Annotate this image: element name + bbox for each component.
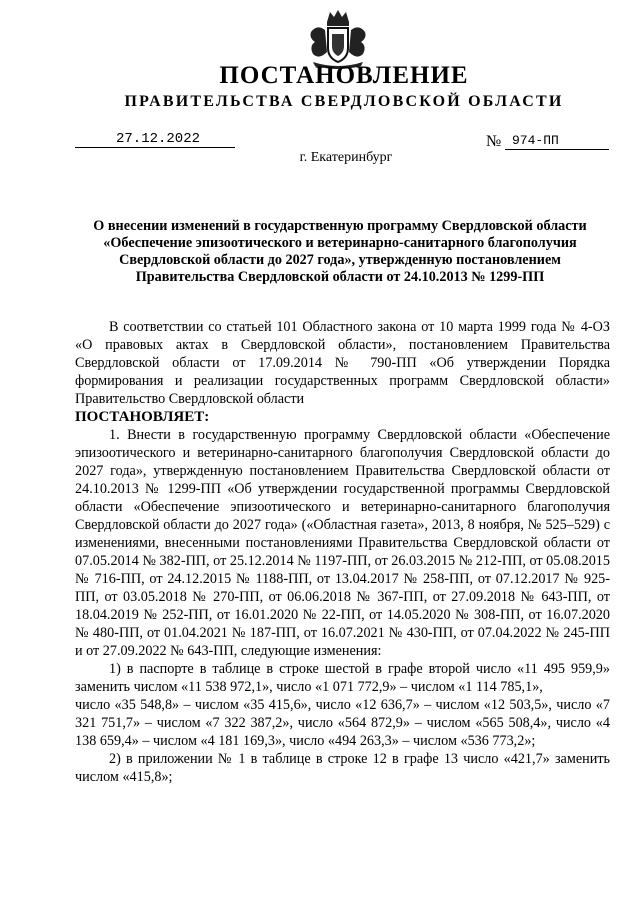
document-heading bbox=[70, 218, 610, 286]
number-label: № bbox=[486, 133, 502, 150]
resolves-heading: ПОСТАНОВЛЯЕТ: bbox=[75, 409, 210, 425]
subitem-2-paragraph: 2) в приложении № 1 в таблице в строке 12 в графе 13 число «421,7» заменить числом «415,8»; bbox=[75, 751, 610, 785]
document-city: г. Екатеринбург bbox=[299, 150, 393, 165]
sverdlovsk-coat-of-arms-icon bbox=[303, 8, 373, 70]
subitem-1-continuation: число «35 548,8» – числом «35 415,6», число «12 636,7» – числом «12 503,5», число «7 321 751,7» – числом «7 322 387,2», число «564 872,9» – числом «565 508,4», число «4 138 659,4» – числом «4 181 169,3», число «494 263,3» – числом «536 773,2»; bbox=[75, 697, 610, 749]
heading-line: О внесении изменений в государственную программу Свердловской области bbox=[93, 218, 587, 234]
document-body bbox=[75, 318, 610, 786]
subitem-1-paragraph: 1) в паспорте в таблице в строке шестой в графе второй число «11 495 959,9» заменить числом «11 538 972,1», число «1 071 772,9» – числом «1 114 785,1», bbox=[75, 661, 610, 695]
document-date: 27.12.2022 bbox=[116, 131, 201, 147]
document-number: 974-ПП bbox=[512, 133, 559, 148]
issuing-authority: ПРАВИТЕЛЬСТВА СВЕРДЛОВСКОЙ ОБЛАСТИ bbox=[124, 93, 564, 110]
heading-line: «Обеспечение эпизоотического и ветеринарно-санитарного благополучия bbox=[103, 235, 577, 251]
heading-line: Правительства Свердловской области от 24.10.2013 № 1299-ПП bbox=[135, 269, 545, 285]
intro-paragraph: В соответствии со статьей 101 Областного закона от 10 марта 1999 года № 4-ОЗ «О правовых актах в Свердловской области», постановлением Правительства Свердловской области от 17.09.2014 № 790-ПП «Об утверждении Порядка формирования и реализации государственных программ Свердловской области» Правительство Свердловской области bbox=[75, 319, 610, 407]
heading-line: Свердловской области до 2027 года», утвержденную постановлением bbox=[119, 252, 561, 268]
item-1-paragraph: 1. Внести в государственную программу Свердловской области «Обеспечение эпизоотического и ветеринарно-санитарного благополучия Свердловской области до 2027 года», утвержденную постановлением Правительства Свердловской области от 24.10.2013 № 1299-ПП «Об утверждении государственной программы Свердловской области «Обеспечение эпизоотического и ветеринарно-санитарного благополучия Свердловской области до 2027 года» («Областная газета», 2013, 8 ноября, № 525–529) с изменениями, внесенными постановлениями Правительства Свердловской области от 07.05.2014 № 382-ПП, от 25.12.2014 № 1197-ПП, от 26.03.2015 № 212-ПП, от 05.08.2015 № 716-ПП, от 24.12.2015 № 1188-ПП, от 13.04.2017 № 258-ПП, от 07.12.2017 № 925-ПП, от 03.05.2018 № 270-ПП, от 06.06.2018 № 367-ПП, от 27.09.2018 № 643-ПП, от 18.04.2019 № 252-ПП, от 16.01.2020 № 22-ПП, от 14.05.2020 № 308-ПП, от 16.07.2020 № 480-ПП, от 01.04.2021 № 187-ПП, от 16.07.2021 № 430-ПП, от 07.04.2022 № 245-ПП и от 27.09.2022 № 643-ПП, следующие изменения: bbox=[75, 427, 610, 659]
document-title: ПОСТАНОВЛЕНИЕ bbox=[219, 62, 469, 89]
date-underline bbox=[75, 147, 235, 148]
